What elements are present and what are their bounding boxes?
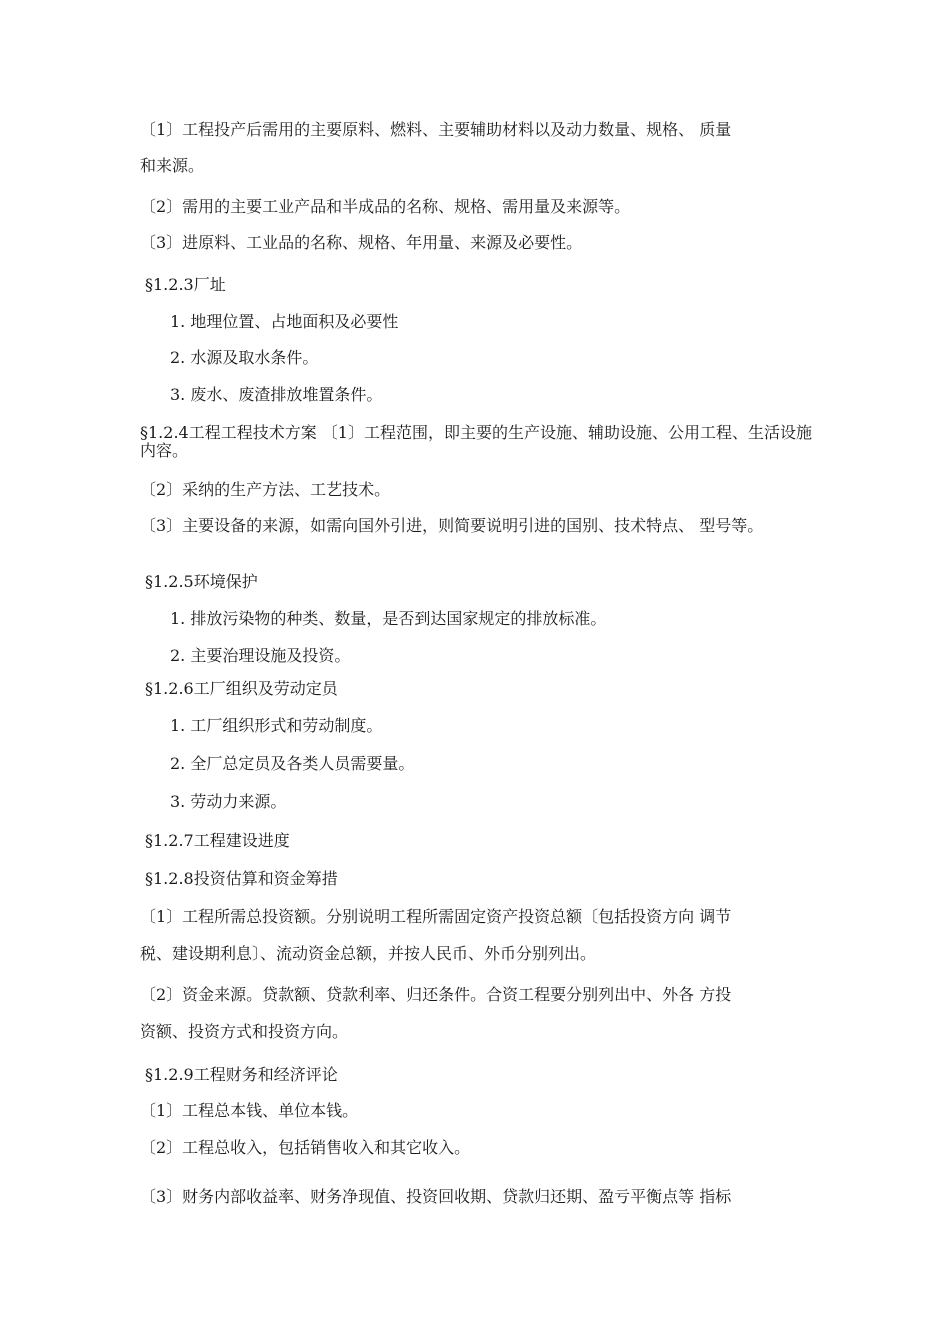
numbered-item: 2. 水源及取水条件。 [170, 348, 319, 367]
section-heading: §1.2.8投资估算和资金筹措 [145, 869, 338, 888]
body-line: 和来源。 [140, 156, 205, 175]
numbered-item: 1. 工厂组织形式和劳动制度。 [170, 716, 383, 735]
numbered-item: 3. 劳动力来源。 [170, 792, 287, 811]
list-item: 〔1〕工程总本钱、单位本钱。 [140, 1101, 359, 1120]
list-item: 〔3〕进原料、工业品的名称、规格、年用量、来源及必要性。 [140, 233, 583, 252]
body-line: 〔1〕工程投产后需用的主要原料、燃料、主要辅助材料以及动力数量、规格、 质量 [140, 120, 732, 139]
section-heading: §1.2.9工程财务和经济评论 [145, 1065, 338, 1084]
section-heading: §1.2.3厂址 [145, 275, 226, 294]
numbered-item: 2. 主要治理设施及投资。 [170, 646, 351, 665]
section-heading: §1.2.5环境保护 [145, 572, 258, 591]
list-item: 〔3〕主要设备的来源，如需向国外引进，则简要说明引进的国别、技术特点、 型号等。 [140, 516, 764, 535]
numbered-item: 1. 排放污染物的种类、数量，是否到达国家规定的排放标准。 [170, 609, 607, 628]
section-heading: §1.2.6工厂组织及劳动定员 [145, 679, 338, 698]
numbered-item: 3. 废水、废渣排放堆置条件。 [170, 385, 383, 404]
body-line: 资额、投资方式和投资方向。 [140, 1022, 349, 1041]
body-line: 〔1〕工程所需总投资额。分别说明工程所需固定资产投资总额〔包括投资方向 调节 [140, 907, 732, 926]
section-paragraph: §1.2.4工程工程技术方案 〔1〕工程范围，即主要的生产设施、辅助设施、公用工程、生活设施内容。 [140, 423, 812, 460]
section-heading: §1.2.7工程建设进度 [145, 831, 290, 850]
list-item: 〔2〕工程总收入，包括销售收入和其它收入。 [140, 1138, 471, 1157]
numbered-item: 2. 全厂总定员及各类人员需要量。 [170, 754, 415, 773]
list-item: 〔3〕财务内部收益率、财务净现值、投资回收期、贷款归还期、盈亏平衡点等 指标 [140, 1187, 732, 1206]
list-item: 〔2〕需用的主要工业产品和半成品的名称、规格、需用量及来源等。 [140, 197, 631, 216]
body-line: 〔2〕资金来源。贷款额、贷款利率、归还条件。合资工程要分别列出中、外各 方投 [140, 985, 732, 1004]
list-item: 〔2〕采纳的生产方法、工艺技术。 [140, 480, 391, 499]
body-line: 税、建设期利息〕、流动资金总额，并按人民币、外币分别列出。 [140, 944, 597, 963]
numbered-item: 1. 地理位置、占地面积及必要性 [170, 312, 399, 331]
